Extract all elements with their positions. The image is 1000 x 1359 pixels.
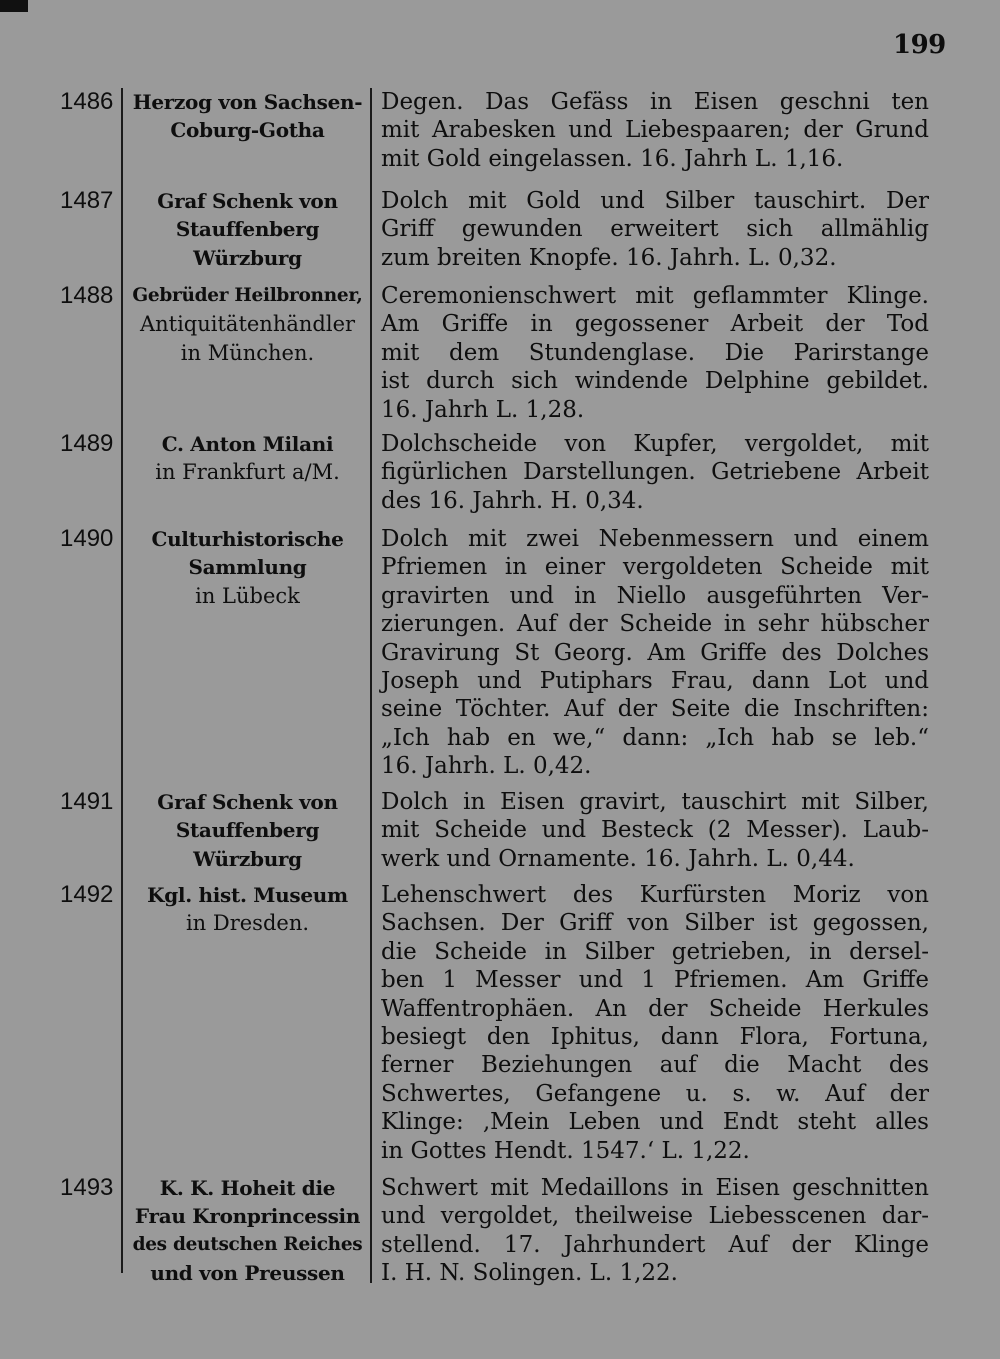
description-line: des 16. Jahrh. H. 0,34. — [381, 487, 644, 514]
description-line: Am Griffe in gegossener Arbeit der Tod — [381, 311, 929, 338]
entry-number: 1486 — [60, 88, 114, 115]
owner-line: C. Anton Milani — [161, 432, 334, 456]
entry-owner — [130, 282, 365, 367]
description-line: seine Töchter. Auf der Seite die Inschriften: — [381, 696, 929, 723]
entry-number: 1490 — [60, 525, 114, 552]
entry-owner — [130, 1174, 365, 1288]
entry-owner — [130, 187, 365, 272]
owner-line: in Frankfurt a/M. — [155, 460, 340, 485]
description-line: stellend. 17. Jahrhundert Auf der Klinge — [381, 1231, 929, 1258]
owner-line: Würzburg — [193, 245, 302, 270]
entry-description — [381, 881, 929, 1165]
page-number: 199 — [893, 30, 946, 60]
description-line: Schwert mit Medaillons in Eisen geschnitten — [381, 1175, 929, 1201]
description-line: mit dem Stundenglase. Die Parirstange — [381, 339, 929, 366]
owner-line: Kgl. hist. Museum — [147, 883, 348, 907]
entry-owner — [130, 88, 365, 145]
entry-description — [381, 430, 929, 515]
description-line: zum breiten Knopfe. 16. Jahrh. L. 0,32. — [381, 244, 837, 271]
description-line: Dolch mit Gold und Silber tauschirt. Der — [381, 188, 929, 214]
owner-line: Gebrüder Heilbronner, — [132, 285, 363, 306]
owner-line: Antiquitätenhändler — [139, 312, 356, 337]
description-line: besiegt den Iphitus, dann Flora, Fortuna, — [381, 1024, 929, 1051]
description-line: zierungen. Auf der Scheide in sehr hübscher — [381, 611, 929, 638]
description-line: Degen. Das Gefäss in Eisen geschni ten — [381, 89, 929, 115]
entry-owner — [130, 525, 365, 610]
description-line: Dolchscheide von Kupfer, vergoldet, mit — [381, 431, 929, 457]
description-line: ben 1 Messer und 1 Pfriemen. Am Griffe — [381, 967, 929, 994]
entry-owner — [130, 430, 365, 487]
entry-description — [381, 88, 929, 173]
description-line: Joseph und Putiphars Frau, dann Lot und — [381, 668, 929, 695]
description-line: Dolch mit zwei Nebenmessern und einem — [381, 526, 929, 552]
description-line: Schwertes, Gefangene u. s. w. Auf der — [381, 1080, 929, 1107]
description-line: Ceremonienschwert mit geflammter Klinge. — [381, 283, 929, 309]
owner-line: Frau Kronprincessin — [134, 1204, 361, 1229]
description-line: Gravirung St Georg. Am Griffe des Dolches — [381, 639, 929, 666]
entry-description — [381, 788, 929, 873]
entry-owner — [130, 788, 365, 873]
description-line: 16. Jahrh. L. 0,42. — [381, 753, 592, 780]
description-line: figürlichen Darstellungen. Getriebene Arbeit — [381, 459, 929, 486]
entry-number: 1492 — [60, 881, 114, 908]
owner-line: Stauffenberg — [175, 217, 320, 242]
entry-owner — [130, 881, 365, 938]
owner-line: Coburg-Gotha — [170, 118, 325, 143]
description-line: werk und Ornamente. 16. Jahrh. L. 0,44. — [381, 845, 855, 872]
description-line: und vergoldet, theilweise Liebesscenen dar- — [381, 1203, 929, 1230]
entry-description — [381, 525, 929, 781]
entry-number: 1493 — [60, 1174, 114, 1201]
owner-line: K. K. Hoheit die — [159, 1176, 336, 1200]
description-line: Griff gewunden erweitert sich allmählig — [381, 216, 929, 243]
owner-line: Culturhistorische — [151, 527, 344, 551]
entry-description — [381, 282, 929, 424]
description-line: mit Scheide und Besteck (2 Messer). Laub- — [381, 817, 929, 844]
description-line: Pfriemen in einer vergoldeten Scheide mit — [381, 554, 929, 581]
entry-number: 1488 — [60, 282, 114, 309]
owner-line: des deutschen Reiches — [132, 1233, 363, 1255]
description-line: ferner Beziehungen auf die Macht des — [381, 1052, 929, 1079]
owner-line: Würzburg — [193, 846, 302, 871]
description-line: mit Arabesken und Liebespaaren; der Grund — [381, 117, 929, 144]
description-line: Dolch in Eisen gravirt, tauschirt mit Silber, — [381, 789, 929, 815]
owner-line: Graf Schenk von — [157, 790, 338, 814]
entry-description — [381, 1174, 929, 1288]
owner-line: in München. — [180, 340, 315, 365]
description-line: Sachsen. Der Griff von Silber ist gegossen, — [381, 910, 929, 937]
description-line: gravirten und in Niello ausgeführten Ver- — [381, 582, 929, 609]
description-line: ist durch sich windende Delphine gebildet. — [381, 368, 929, 395]
owner-line: Stauffenberg — [175, 818, 320, 843]
owner-line: Graf Schenk von — [157, 189, 338, 213]
owner-line: in Dresden. — [185, 911, 310, 936]
owner-line: Herzog von Sachsen- — [132, 90, 363, 114]
owner-line: Sammlung — [188, 555, 307, 580]
entry-description — [381, 187, 929, 272]
entry-number: 1491 — [60, 788, 114, 815]
entry-number: 1489 — [60, 430, 114, 457]
description-line: I. H. N. Solingen. L. 1,22. — [381, 1260, 678, 1287]
description-line: mit Gold eingelassen. 16. Jahrh L. 1,16. — [381, 145, 844, 172]
entry-number: 1487 — [60, 187, 114, 214]
owner-line: und von Preussen — [150, 1261, 345, 1286]
description-line: Waffentrophäen. An der Scheide Herkules — [381, 995, 929, 1022]
owner-line: in Lübeck — [195, 583, 300, 608]
description-line: 16. Jahrh L. 1,28. — [381, 396, 585, 423]
description-line: die Scheide in Silber getrieben, in dersel- — [381, 938, 929, 965]
description-line: Lehenschwert des Kurfürsten Moriz von — [381, 882, 929, 908]
description-line: in Gottes Hendt. 1547.‘ L. 1,22. — [381, 1137, 750, 1164]
description-line: Klinge: ‚Mein Leben und Endt steht alles — [381, 1109, 929, 1136]
description-line: „Ich hab en we,“ dann: „Ich hab se leb.“ — [381, 724, 929, 751]
